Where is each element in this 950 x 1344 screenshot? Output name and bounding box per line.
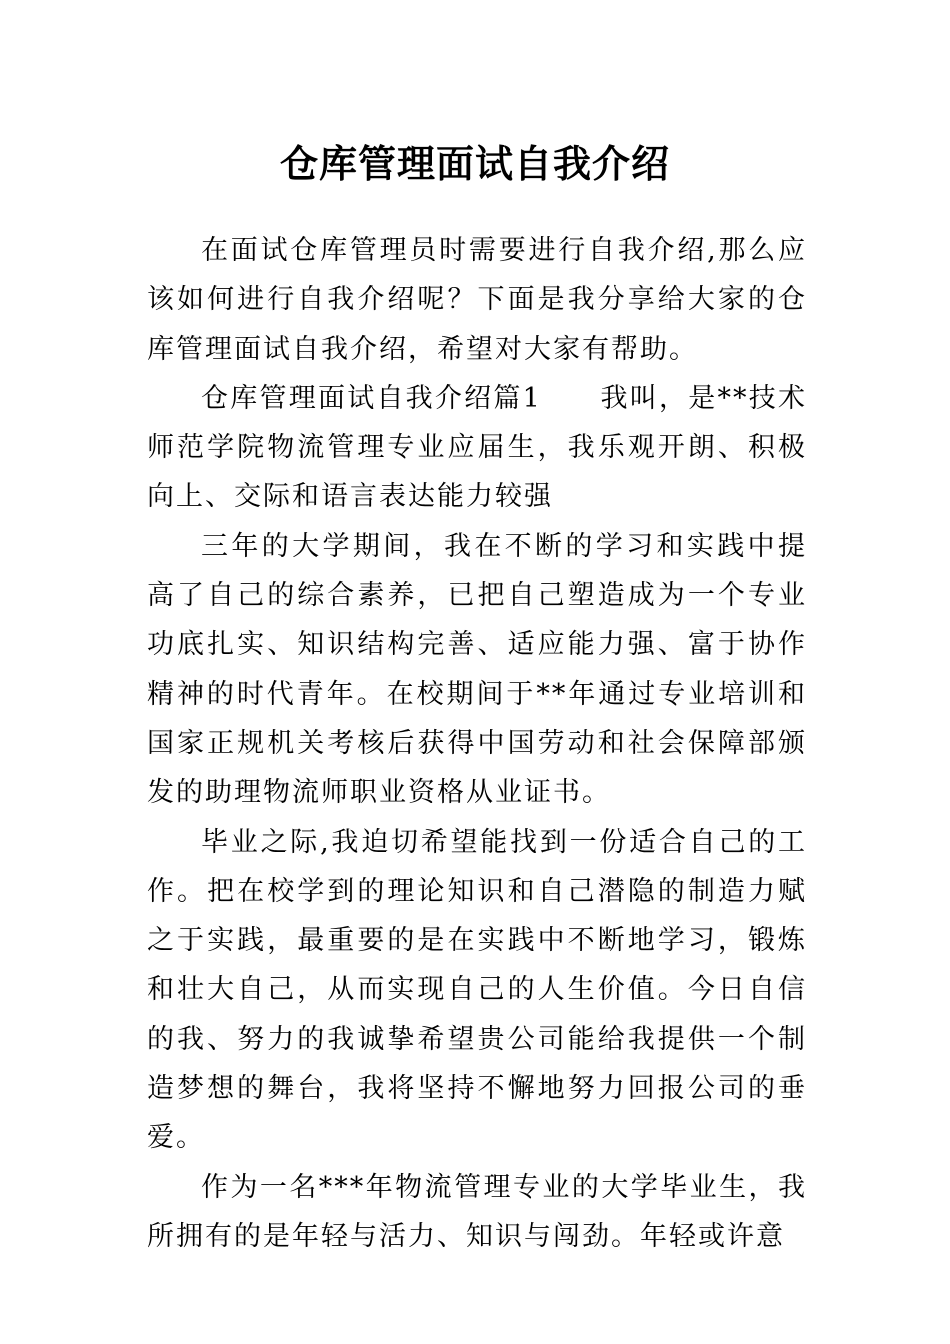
document-body — [147, 226, 807, 1261]
paragraph-graduation-goal: 毕业之际,我迫切希望能找到一份适合自己的工作。把在校学到的理论知识和自己潜隐的制造力赋之于实践，最重要的是在实践中不断地学习，锻炼和壮大自己，从而实现自己的人生价值。今日自信的我、努力的我诚挚希望贵公司能给我提供一个制造梦想的舞台，我将坚持不懈地努力回报公司的垂爱。 — [147, 826, 807, 1154]
paragraph-university-years: 三年的大学期间，我在不断的学习和实践中提高了自己的综合素养，已把自己塑造成为一个专业功底扎实、知识结构完善、适应能力强、富于协作精神的时代青年。在校期间于**年通过专业培训和国家正规机关考核后获得中国劳动和社会保障部颁发的助理物流师职业资格从业证书。 — [147, 530, 807, 809]
document-title: 仓库管理面试自我介绍 — [279, 142, 670, 186]
paragraph-intro: 在面试仓库管理员时需要进行自我介绍,那么应该如何进行自我介绍呢？下面是我分享给大家的仓库管理面试自我介绍，希望对大家有帮助。 — [147, 235, 807, 365]
paragraph-graduate-profile: 作为一名***年物流管理专业的大学毕业生，我所拥有的是年轻与活力、知识与闯劲。年轻或许意 — [147, 1171, 807, 1252]
paragraph-section-1-opening: 仓库管理面试自我介绍篇1 我叫，是**技术师范学院物流管理专业应届生，我乐观开朗、积极向上、交际和语言表达能力较强 — [147, 382, 807, 513]
